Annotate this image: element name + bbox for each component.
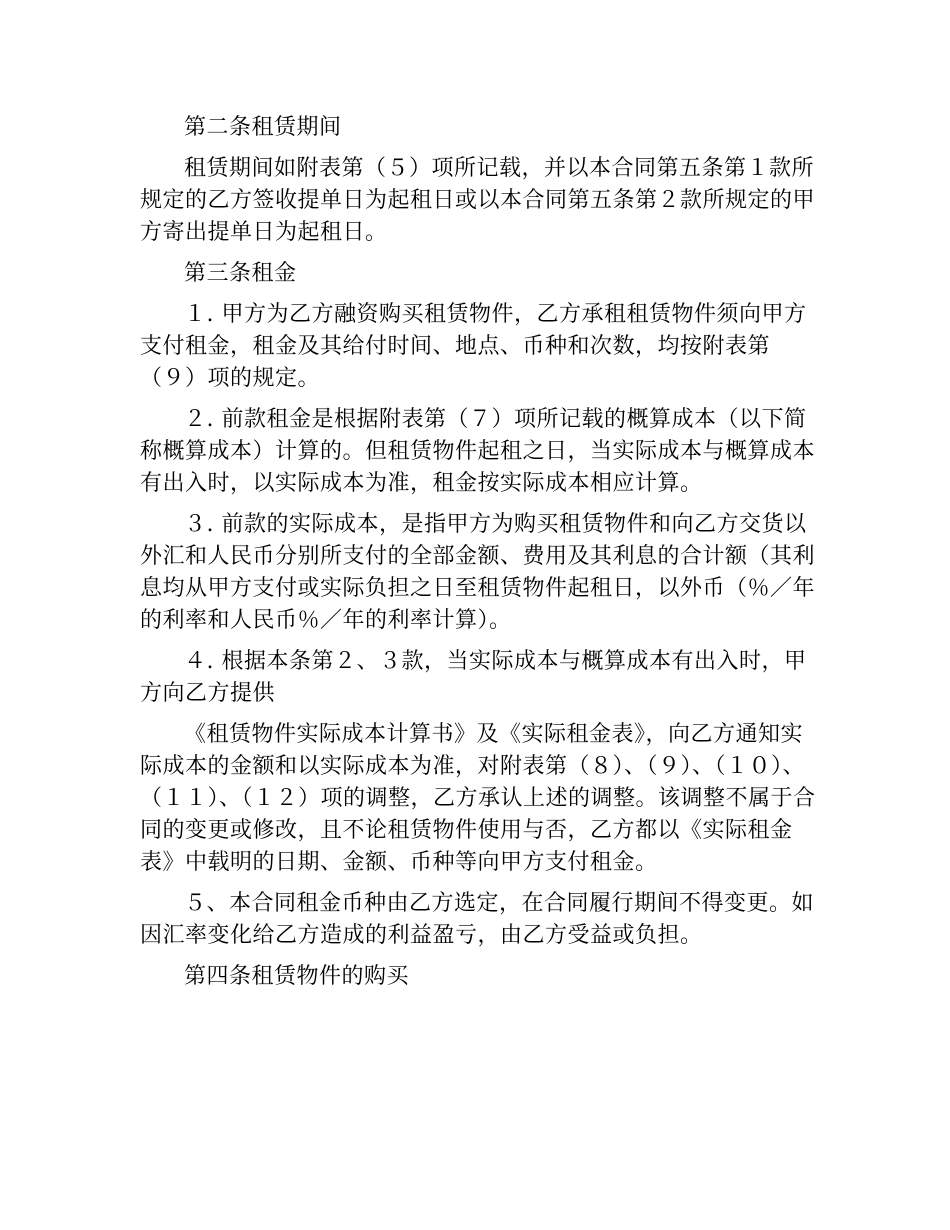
article-3-heading: 第三条租金: [184, 261, 297, 286]
article-3-clause-5: ５、本合同租金币种由乙方选定，在合同履行期间不得变更。如因汇率变化给乙方造成的利益盈亏，由乙方受益或负担。: [140, 891, 815, 948]
article-3-clause-1: １. 甲方为乙方融资购买租赁物件，乙方承租租赁物件须向甲方支付租金，租金及其给付时间、地点、币种和次数，均按附表第（９）项的规定。: [140, 302, 807, 391]
article-4-heading: 第四条租赁物件的购买: [184, 964, 410, 989]
article-3-clause-2: ２. 前款租金是根据附表第（７）项所记载的概算成本（以下简称概算成本）计算的。但租赁物件起租之日，当实际成本与概算成本有出入时，以实际成本为准，租金按实际成本相应计算。: [140, 407, 816, 496]
article-3-clause-4: ４. 根据本条第２、３款，当实际成本与概算成本有出入时，甲方向乙方提供: [140, 649, 807, 706]
document-body: [140, 112, 820, 1002]
article-3-clause-3: ３. 前款的实际成本，是指甲方为购买租赁物件和向乙方交货以外汇和人民币分别所支付的全部金额、费用及其利息的合计额（其利息均从甲方支付或实际负担之日至租赁物件起租日，以外币（％／年的利率和人民币％／年的利率计算）。: [140, 512, 816, 633]
article-2-paragraph: 租赁期间如附表第（５）项所记载，并以本合同第五条第１款所规定的乙方签收提单日为起租日或以本合同第五条第２款所规定的甲方寄出提单日为起租日。: [140, 156, 816, 245]
article-2-heading: 第二条租赁期间: [184, 115, 342, 140]
article-3-clause-4-continued: 《租赁物件实际成本计算书》及《实际租金表》，向乙方通知实际成本的金额和以实际成本为准，对附表第（８）、（９）、（１０）、（１１）、（１２）项的调整，乙方承认上述的调整。该调整不属于合同的变更或修改，且不论租赁物件使用与否，乙方都以《实际租金表》中载明的日期、金额、币种等向甲方支付租金。: [140, 722, 816, 875]
